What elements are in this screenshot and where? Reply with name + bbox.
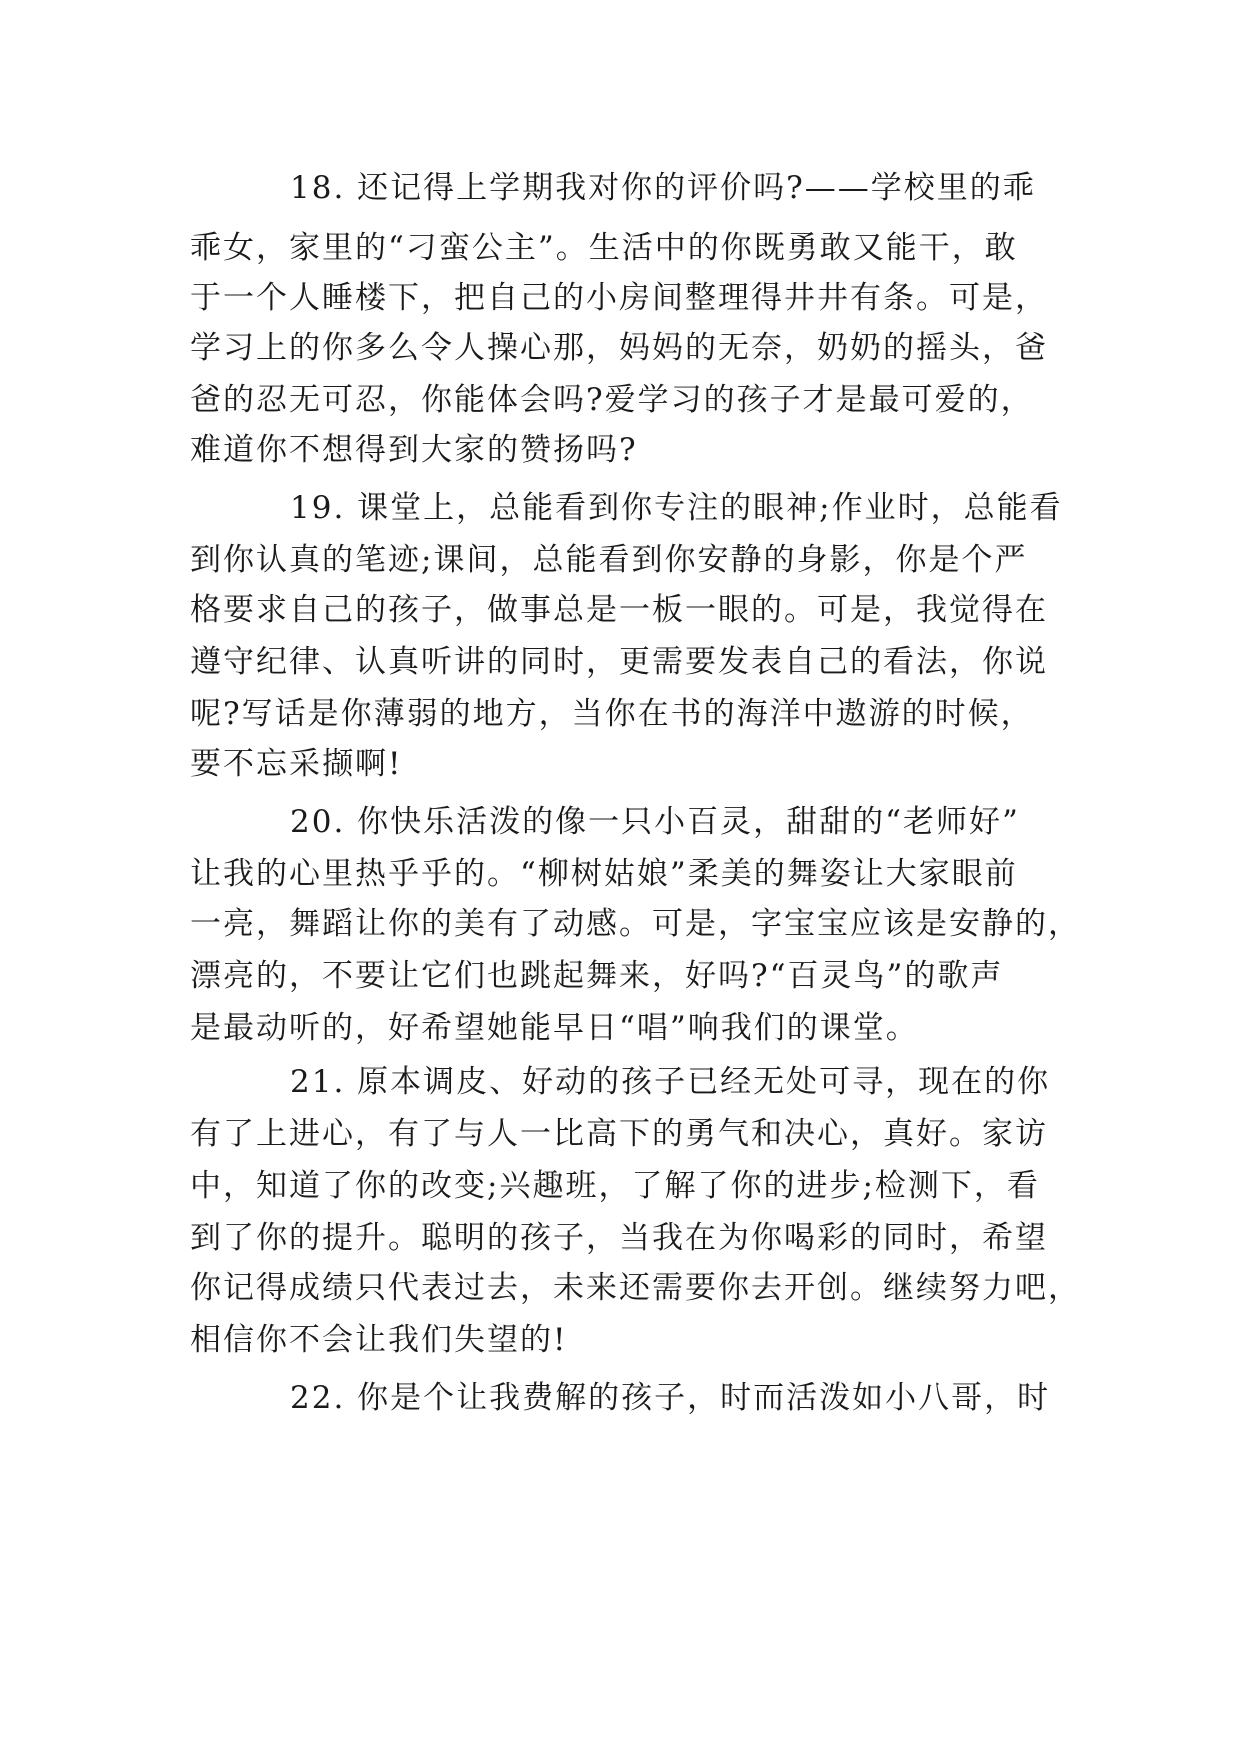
text-line: 相信你不会让我们失望的! <box>190 1322 568 1358</box>
text-line: 中，知道了你的改变;兴趣班，了解了你的进步;检测下，看 <box>190 1168 1040 1204</box>
text-line: 21. 原本调皮、好动的孩子已经无处可寻，现在的你 <box>290 1064 1051 1100</box>
text-line: 到你认真的笔迹;课间，总能看到你安静的身影，你是个严 <box>190 542 1028 578</box>
text-line: 一亮，舞蹈让你的美有了动感。可是，字宝宝应该是安静的， <box>190 906 1081 942</box>
text-line: 乖女，家里的“刁蛮公主”。生活中的你既勇敢又能干，敢 <box>190 230 1018 266</box>
text-line: 于一个人睡楼下，把自己的小房间整理得井井有条。可是， <box>190 280 1048 316</box>
text-line: 爸的忍无可忍，你能体会吗?爱学习的孩子才是最可爱的， <box>190 382 1034 418</box>
text-line: 20. 你快乐活泼的像一只小百灵，甜甜的“老师好” <box>290 804 1020 840</box>
text-line: 遵守纪律、认真听讲的同时，更需要发表自己的看法，你说 <box>190 644 1048 680</box>
text-line: 格要求自己的孩子，做事总是一板一眼的。可是，我觉得在 <box>190 592 1048 628</box>
text-line: 18. 还记得上学期我对你的评价吗?——学校里的乖 <box>290 170 1036 206</box>
text-line: 难道你不想得到大家的赞扬吗? <box>190 432 638 468</box>
text-line: 19. 课堂上，总能看到你专注的眼神;作业时，总能看 <box>290 490 1063 526</box>
text-line: 你记得成绩只代表过去，未来还需要你去开创。继续努力吧， <box>190 1270 1081 1306</box>
text-line: 有了上进心，有了与人一比高下的勇气和决心，真好。家访 <box>190 1116 1048 1152</box>
text-line: 让我的心里热乎乎的。“柳树姑娘”柔美的舞姿让大家眼前 <box>190 856 1018 892</box>
text-line: 22. 你是个让我费解的孩子，时而活泼如小八哥，时 <box>290 1380 1051 1416</box>
text-line: 漂亮的，不要让它们也跳起舞来，好吗?“百灵鸟”的歌声 <box>190 958 1004 994</box>
text-line: 是最动听的，好希望她能早日“唱”响我们的课堂。 <box>190 1010 919 1046</box>
text-line: 学习上的你多么令人操心那，妈妈的无奈，奶奶的摇头，爸 <box>190 330 1048 366</box>
text-line: 要不忘采撷啊! <box>190 746 403 782</box>
text-line: 到了你的提升。聪明的孩子，当我在为你喝彩的同时，希望 <box>190 1220 1048 1256</box>
text-line: 呢?写话是你薄弱的地方，当你在书的海洋中遨游的时候， <box>190 696 1034 732</box>
